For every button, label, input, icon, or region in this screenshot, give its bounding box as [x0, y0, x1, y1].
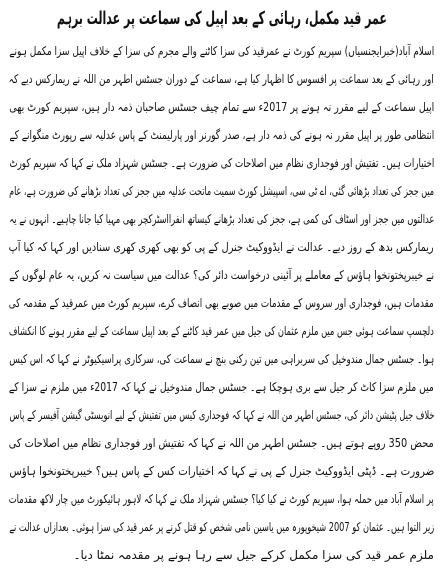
- article-line: [9, 148, 434, 176]
- article-line: [9, 428, 434, 456]
- article-line-text: عدالتوں میں ججز اور اسٹاف کی کمی ہے، ججز کی تعداد بڑھانے کیساتھ انفرااسٹرکچر بھی مہیا کیا جانا چاہیے۔ انہوں نے یہ: [9, 212, 434, 226]
- article-line-text: زیر التوا ہیں۔ عثمان کو 2007 شیخوپورہ میں یاسین نامی شخص کو قتل کرنے پر عمر قید کی سزا ہوئی۔ بعدازاں عدالت نے: [9, 520, 434, 534]
- article-line-text: پر اسلام آباد میں حملہ ہوا، سپریم کورٹ نے کیا کیا؟ جسٹس شہزاد ملک نے کہا کہ لاہور ہائیکورٹ میں چار لاکھ مقدمات: [9, 492, 434, 506]
- article-line-text: ضرورت ہے۔ ڈپٹی ایڈووکیٹ جنرل کے پی نے کہا کہ اختیارات کس کے پاس ہیں؟ خیبرپختونخوا ہاؤس: [9, 464, 434, 478]
- article-line: [9, 512, 434, 540]
- article-line: [9, 176, 434, 204]
- article-line: [9, 92, 434, 120]
- article-line-text: ملزم عمر قید کی سزا مکمل کرکے جیل سے رہا ہونے پر مقدمہ نمٹا دیا۔: [73, 548, 434, 562]
- article-line: [9, 260, 434, 288]
- article-line: [9, 372, 434, 400]
- article-line: [9, 232, 434, 260]
- article-line: [9, 484, 434, 512]
- article-line: [9, 456, 434, 484]
- article-line-text: میں ججز کی تعداد بڑھائی گئی، اے ٹی سی، اسپیشل کورٹ سمیت ماتحت عدلیہ میں ججز کی تعداد بڑھانے کی ضرورت ہے، عام: [9, 184, 434, 198]
- article-line-text: ریمارکس بدھ کے روز دیے۔ عدالت نے ایڈووکیٹ جنرل کے پی کو بھی کھری کھری سنادیں اور کہا کہ کیا آپ: [9, 240, 434, 254]
- article-line-text: اسلام آباد(خبرایجنسیاں) سپریم کورٹ نے عمرقید کی سزا کاٹنے والے مجرم کی سزا کے خلاف اپیل سزا مکمل ہونے: [9, 44, 434, 58]
- article-line: [9, 540, 434, 568]
- article-headline: [0, 0, 443, 36]
- article-line-text: اختیارات ہیں۔ تفتیش اور فوجداری نظام میں اصلاحات کی ضرورت ہے۔ جسٹس شہزاد ملک نے کہا کہ سپریم کورٹ: [9, 156, 434, 170]
- article-line-text: انتظامی طور پر اپیل مقرر نہ ہونے کی ذمہ دار ہے، صدر گورنر اور پارلیمنٹ کے پاس عدلیہ سے رپورٹ منگوانے کے: [9, 128, 434, 142]
- article-line: [9, 64, 434, 92]
- article-line: [9, 120, 434, 148]
- article-line-text: نے خیبرپختونخوا ہاؤس کے معاملے پر آئینی درخواست دائر کی؟ عدالت میں سیاست نہ کریں، یہ عام لوگوں کے: [9, 268, 434, 282]
- article-line-text: اپیل سماعت کے لیے مقرر نہ ہونے پر 2017ء سے تمام چیف جسٹس صاحبان ذمہ دار ہیں، سپریم کورٹ بھی: [9, 100, 434, 114]
- article-line-text: محض 350 روپے ہوتے ہیں۔ جسٹس اطہر من اللہ نے کہا کہ تفتیش اور فوجداری نظام میں اصلاحات کی: [9, 436, 434, 450]
- article-line: [9, 204, 434, 232]
- article-line-text: مقدمات ہیں، فوجداری اور سروس کے مقدمات میں صوبے بھی انصاف کرے، سپریم کورٹ میں عمرقید کے مقدمہ کی: [9, 296, 434, 310]
- article-line-text: ہوا۔ جسٹس جمال مندوخیل کی سربراہی میں تین رکنی بنچ نے سماعت کی، سرکاری پراسیکیوٹر نے کہا کہ اس کیس: [9, 352, 434, 366]
- article-line: [9, 316, 434, 344]
- article-line: [9, 344, 434, 372]
- article-line: [9, 36, 434, 64]
- article-headline-text: عمر قید مکمل، رہائی کے بعد اپیل کی سماعت پر عدالت برہم: [56, 7, 387, 29]
- article-line-text: دلچسپ سماعت ہوئی جس میں ملزم عثمان کی جیل میں عمر قید کاٹنے کے بعد اپیل سماعت کے لیے مقرر ہونے کا انکشاف: [9, 324, 434, 338]
- article-line-text: خلاف جیل پٹیشن دائر کی، جسٹس اطہر من اللہ نے کہا کہ فوجداری کیس میں تفتیش کے لیے انویسٹی گیشن آفیسر کے پاس: [9, 408, 434, 422]
- article-line: [9, 400, 434, 428]
- article-line: [9, 288, 434, 316]
- article-line-text: میں ملزم سزا کاٹ کر جیل سے بری ہوچکا ہے۔ جسٹس جمال مندوخیل نے کہا کہ 2017ء میں ملزم نے سزا کے: [9, 380, 434, 394]
- article-line-text: اور رہائی کے بعد سماعت پر افسوس کا اظہار کیا ہے، سماعت کے دوران جسٹس اطہر من اللہ نے ریمارکس دیے کہ: [9, 72, 434, 86]
- article-body: [0, 36, 443, 568]
